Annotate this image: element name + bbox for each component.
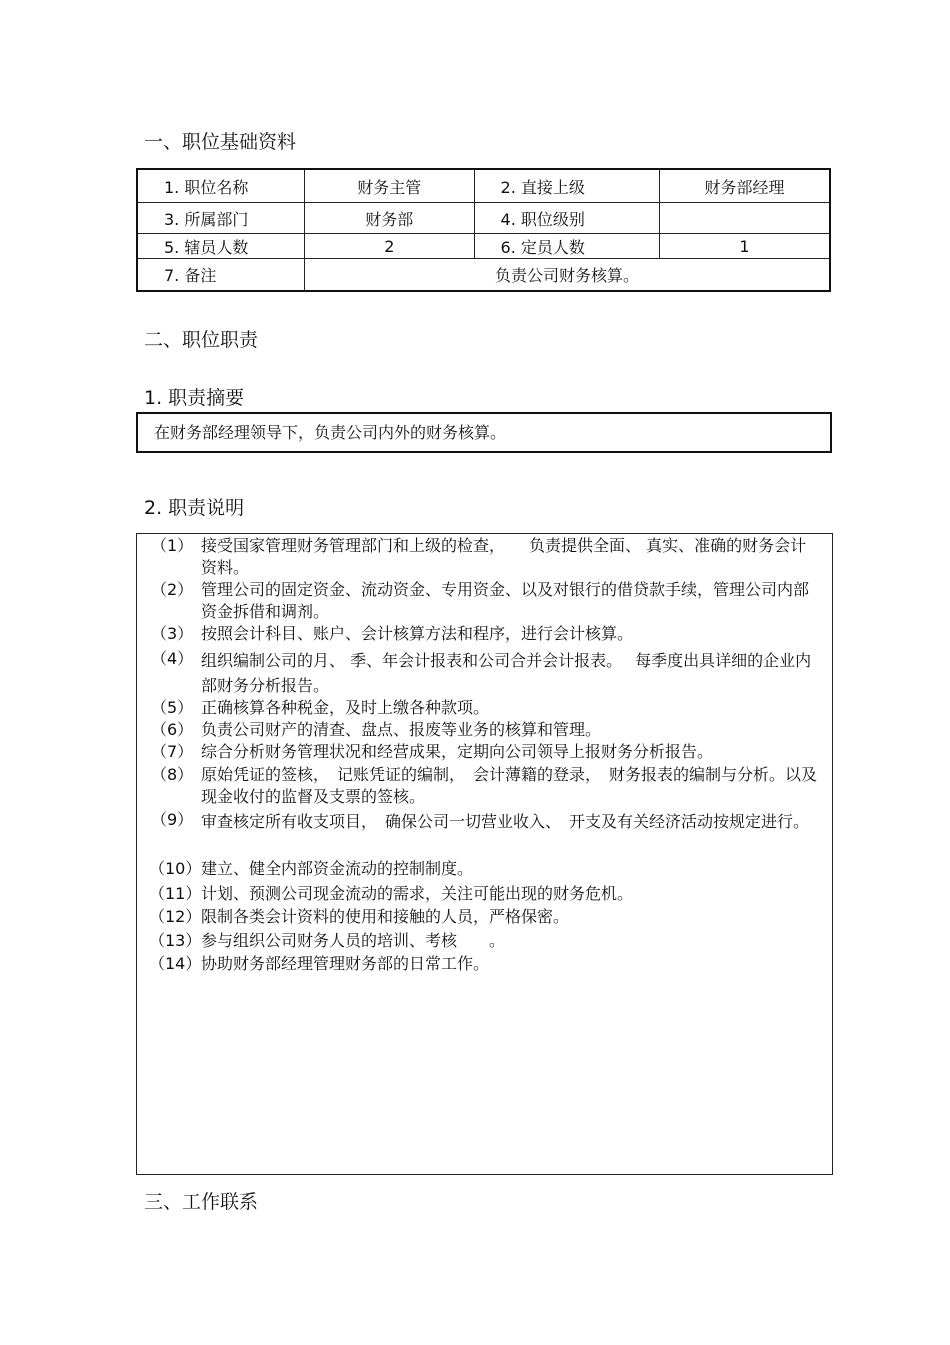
duty-number: （3） — [151, 624, 194, 643]
section-1-title: 一、职位基础资料 — [144, 131, 297, 153]
table-row — [137, 234, 830, 259]
duty-number: （12） — [149, 907, 202, 926]
table-row — [137, 169, 830, 203]
summary-text: 在财务部经理领导下，负责公司内外的财务核算。 — [154, 423, 507, 442]
headcount-value: 1 — [660, 234, 830, 259]
headcount-label: 6. 定员人数 — [474, 234, 660, 259]
duty-text: 接受国家管理财务管理部门和上级的检查， 负责提供全面、 真实、准确的财务会计资料。 — [201, 536, 807, 577]
duty-number: （9） — [151, 810, 194, 829]
direct-superior-value: 财务部经理 — [660, 169, 830, 203]
duty-number: （13） — [149, 931, 202, 950]
position-level-value — [660, 203, 830, 234]
duty-text: 建立、健全内部资金流动的控制制度。 — [201, 859, 474, 878]
duty-number: （14） — [149, 954, 202, 973]
position-name-value: 财务主管 — [305, 169, 474, 203]
summary-title: 1. 职责摘要 — [144, 387, 245, 409]
duty-number: （10） — [149, 859, 202, 878]
remark-value: 负责公司财务核算。 — [305, 259, 830, 292]
direct-superior-label: 2. 直接上级 — [474, 169, 660, 203]
duty-number: （8） — [151, 765, 194, 784]
duty-number: （2） — [151, 580, 194, 599]
duty-text: 管理公司的固定资金、流动资金、专用资金、以及对银行的借贷款手续，管理公司内部资金拆借和调剂。 — [201, 580, 810, 621]
table-row — [137, 259, 830, 292]
duty-text: 限制各类会计资料的使用和接触的人员，严格保密。 — [201, 907, 570, 926]
table-row — [137, 203, 830, 234]
detail-title: 2. 职责说明 — [144, 497, 245, 519]
duty-text: 计划、预测公司现金流动的需求，关注可能出现的财务危机。 — [201, 884, 634, 903]
duty-text: 协助财务部经理管理财务部的日常工作。 — [201, 954, 490, 973]
duty-text: 负责公司财产的清查、盘点、报废等业务的核算和管理。 — [201, 720, 602, 739]
duty-text: 审查核定所有收支项目， 确保公司一切营业收入、 开支及有关经济活动按规定进行。 — [201, 812, 810, 831]
duty-number: （11） — [149, 884, 202, 903]
duty-number: （6） — [151, 720, 194, 739]
summary-box — [136, 412, 832, 453]
duty-text: 综合分析财务管理状况和经营成果，定期向公司领导上报财务分析报告。 — [201, 742, 714, 761]
department-label: 3. 所属部门 — [137, 203, 305, 234]
subordinates-label: 5. 辖员人数 — [137, 234, 305, 259]
subordinates-value: 2 — [305, 234, 474, 259]
duty-text: 参与组织公司财务人员的培训、考核 。 — [201, 931, 506, 950]
remark-label: 7. 备注 — [137, 259, 305, 292]
duty-text: 按照会计科目、账户、会计核算方法和程序，进行会计核算。 — [201, 624, 634, 643]
duty-text: 正确核算各种税金，及时上缴各种款项。 — [201, 698, 490, 717]
duties-box — [136, 533, 833, 1175]
duty-number: （7） — [151, 742, 194, 761]
position-level-label: 4. 职位级别 — [474, 203, 660, 234]
section-3-title: 三、工作联系 — [144, 1191, 259, 1213]
duty-number: （1） — [151, 536, 194, 555]
duty-text: 组织编制公司的月、 季、年会计报表和公司合并会计报表。 每季度出具详细的企业内部财务分析报告。 — [201, 651, 812, 695]
department-value: 财务部 — [305, 203, 474, 234]
duty-text: 原始凭证的签核， 记账凭证的编制， 会计薄籍的登录， 财务报表的编制与分析。以及现金收付的监督及支票的签核。 — [201, 765, 818, 806]
duty-number: （4） — [151, 649, 194, 668]
section-2-title: 二、职位职责 — [144, 329, 259, 351]
duty-number: （5） — [151, 698, 194, 717]
position-name-label: 1. 职位名称 — [137, 169, 305, 203]
basic-info-table — [136, 168, 831, 292]
